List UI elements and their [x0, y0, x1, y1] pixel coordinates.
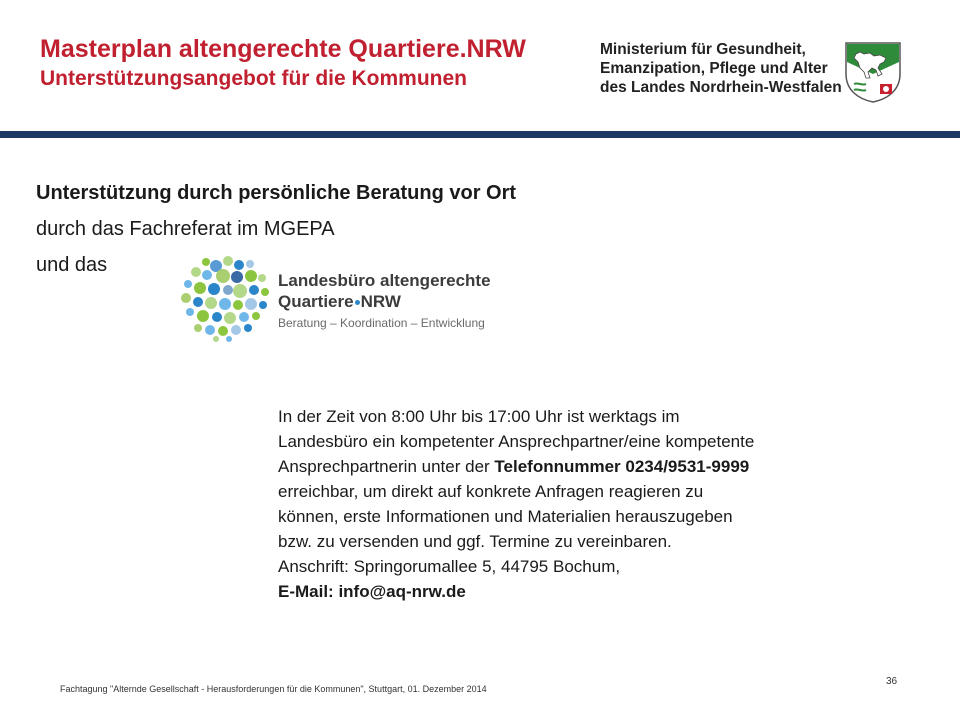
logo-nrw: NRW — [360, 292, 401, 311]
header-divider — [0, 131, 960, 138]
footer-text: Fachtagung "Alternde Gesellschaft - Herausforderungen für die Kommunen", Stuttgart, 01. Dezember 2014 — [60, 684, 487, 694]
slide-title: Masterplan altengerechte Quartiere.NRW — [40, 35, 526, 63]
ministry-line-1: Ministerium für Gesundheit, — [600, 41, 806, 58]
paragraph-line-5: können, erste Informationen und Materialien herauszugeben — [278, 507, 733, 526]
ministry-line-3: des Landes Nordrhein-Westfalen — [600, 79, 842, 96]
paragraph-line-3 — [278, 454, 918, 479]
logo-dot-icon — [355, 300, 360, 305]
phone-number: Telefonnummer 0234/9531-9999 — [494, 457, 750, 476]
slide-subtitle: Unterstützungsangebot für die Kommunen — [40, 67, 467, 90]
page-number: 36 — [886, 676, 898, 687]
ministry-name — [600, 40, 842, 97]
section-heading: Unterstützung durch persönliche Beratung vor Ort — [36, 182, 517, 204]
landesbuero-logo-text — [278, 270, 491, 334]
nrw-coat-of-arms-icon — [842, 40, 904, 104]
fachreferat-line: durch das Fachreferat im MGEPA — [36, 218, 335, 240]
logo-line-1: Landesbüro altengerechte — [278, 271, 491, 290]
email-line: E-Mail: info@aq-nrw.de — [278, 582, 466, 601]
ministry-line-2: Emanzipation, Pflege und Alter — [600, 60, 828, 77]
contact-paragraph — [278, 404, 918, 604]
address-line: Anschrift: Springorumallee 5, 44795 Bochum, — [278, 557, 621, 576]
paragraph-line-6: bzw. zu versenden und ggf. Termine zu vereinbaren. — [278, 532, 672, 551]
paragraph-line-4: erreichbar, um direkt auf konkrete Anfragen reagieren zu — [278, 482, 704, 501]
und-das-line: und das — [36, 254, 108, 276]
paragraph-line-1: In der Zeit von 8:00 Uhr bis 17:00 Uhr ist werktags im — [278, 407, 680, 426]
logo-quartiere: Quartiere — [278, 292, 354, 311]
logo-line-2 — [278, 291, 491, 312]
logo-tagline: Beratung – Koordination – Entwicklung — [278, 316, 485, 330]
landesbuero-logo-icon — [176, 252, 272, 342]
paragraph-line-3-text: Ansprechpartnerin unter der — [278, 457, 495, 476]
paragraph-line-2: Landesbüro ein kompetenter Ansprechpartner/eine kompetente — [278, 432, 755, 451]
